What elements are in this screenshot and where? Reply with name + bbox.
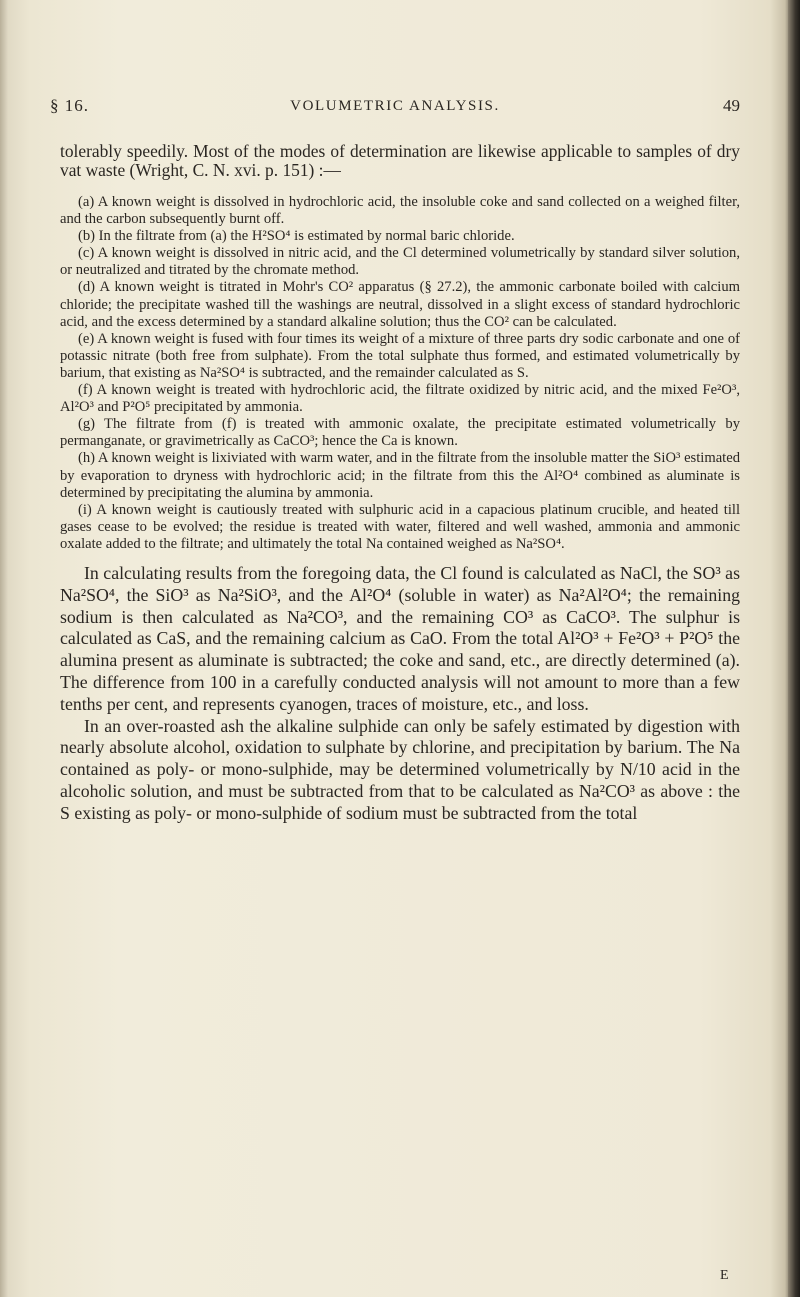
procedure-list xyxy=(60,194,740,553)
body-paragraph-calculation: In calculating results from the foregoing data, the Cl found is calculated as NaCl, the SO³ as Na²SO⁴, the SiO³ as Na²SiO³, and the Al²O⁴ (soluble in water) as Na²Al²O⁴; the remaining sodium is then calculated as Na²CO³, and the remaining CO³ as CaCO³. The sulphur is calculated as CaS, and the remaining calcium as CaO. From the total Al²O³ + Fe²O³ + P²O⁵ the alumina present as aluminate is subtracted; the coke and sand, etc., are directly determined (a). The difference from 100 in a carefully conducted analysis will not amount to more than a few tenths per cent, and represents cyanogen, traces of moisture, etc., and loss. xyxy=(60,562,740,714)
lead-paragraph: tolerably speedily. Most of the modes of determination are likewise applicable to samples of dry vat waste (Wright, C. N. xvi. p. 151) :— xyxy=(60,141,740,180)
book-gutter xyxy=(0,0,8,1297)
procedure-item-a: (a) A known weight is dissolved in hydrochloric acid, the insoluble coke and sand collected on a weighed filter, and the carbon subsequently burnt off. xyxy=(60,194,740,228)
running-title: VOLUMETRIC ANALYSIS. xyxy=(290,98,500,114)
procedure-item-g: (g) The filtrate from (f) is treated with ammonic oxalate, the precipitate estimated volumetrically by permanganate, or gravimetrically as CaCO³; hence the Ca is known. xyxy=(60,416,740,450)
procedure-item-e: (e) A known weight is fused with four times its weight of a mixture of three parts dry sodic carbonate and one of potassic nitrate (both free from sulphate). From the total sulphate thus formed, and estimated volumetrically by barium, that existing as Na²SO⁴ is subtracted, and the remainder calculated as S. xyxy=(60,330,740,381)
procedure-item-b: (b) In the filtrate from (a) the H²SO⁴ is estimated by normal baric chloride. xyxy=(78,228,515,245)
signature-mark: E xyxy=(720,1268,729,1283)
procedure-item-c: (c) A known weight is dissolved in nitric acid, and the Cl determined volumetrically by standard silver solution, or neutralized and titrated by the chromate method. xyxy=(60,245,740,279)
page-number: 49 xyxy=(723,96,740,115)
text-block xyxy=(60,142,740,825)
procedure-item-f: (f) A known weight is treated with hydrochloric acid, the filtrate oxidized by nitric acid, and the mixed Fe²O³, Al²O³ and P²O⁵ precipitated by ammonia. xyxy=(60,382,740,416)
procedure-item-i: (i) A known weight is cautiously treated with sulphuric acid in a capacious platinum crucible, and heated till gases cease to be evolved; the residue is treated with water, filtered and well washed, ammonia and ammonic oxalate added to the filtrate; and ultimately the total Na contained weighed as Na²SO⁴. xyxy=(60,501,740,552)
procedure-item-d: (d) A known weight is titrated in Mohr's CO² apparatus (§ 27.2), the ammonic carbonate boiled with calcium chloride; the precipitate washed till the washings are neutral, dissolved in a slight excess of standard hydrochloric acid, and the excess determined by a standard alkaline solution; thus the CO² can be calculated. xyxy=(60,279,740,330)
section-number: § 16. xyxy=(50,96,89,115)
page-edge-shadow xyxy=(788,0,800,1297)
procedure-item-h: (h) A known weight is lixiviated with warm water, and in the filtrate from the insoluble matter the SiO³ estimated by evaporation to dryness with hydrochloric acid; in the filtrate from this the Al²O⁴ combined as aluminate is determined by precipitating the alumina by ammonia. xyxy=(60,450,740,501)
running-header xyxy=(50,96,740,120)
body-paragraph-over-roasted: In an over-roasted ash the alkaline sulphide can only be safely estimated by digestion with nearly absolute alcohol, oxidation to sulphate by chlorine, and precipitation by barium. The Na contained as poly- or mono-sulphide, may be determined volumetrically by N/10 acid in the alcoholic solution, and must be subtracted from that to be calculated as Na²CO³ as above : the S existing as poly- or mono-sulphide of sodium must be subtracted from the total xyxy=(60,715,740,823)
